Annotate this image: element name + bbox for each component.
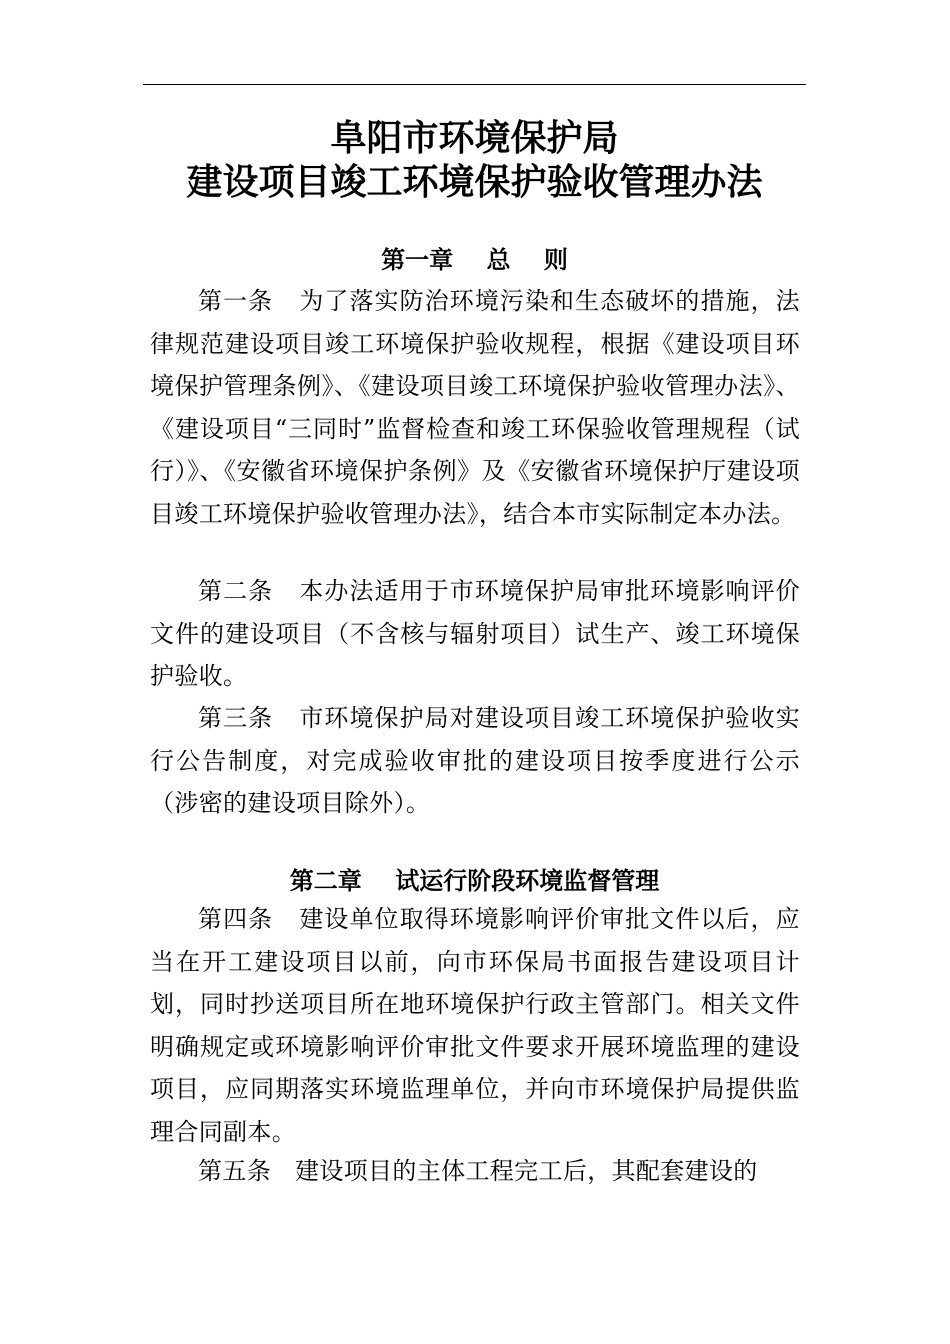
article-paragraph [150, 280, 800, 535]
chapter-heading: 第一章 总 则 [381, 245, 568, 274]
article-text: 建设单位取得环境影响评价审批文件以后，应当在开工建设项目以前，向市环保局书面报告建设项目计划，同时抄送项目所在地环境保护行政主管部门。相关文件明确规定或环境影响评价审批文件要求开展环境监理的建设项目，应同期落实环境监理单位，并向市环境保护局提供监理合同副本。 [150, 905, 801, 1146]
document-title-line-1: 阜阳市环境保护局 [330, 117, 619, 159]
article-gap [273, 905, 299, 933]
article-gap [273, 704, 299, 732]
article-label: 第五条 [198, 1157, 272, 1185]
article-paragraph [150, 697, 800, 825]
article-text: 市环境保护局对建设项目竣工环境保护验收实行公告制度，对完成验收审批的建设项目按季度进行公示（涉密的建设项目除外）。 [150, 704, 801, 817]
article-gap [271, 1157, 295, 1185]
article-paragraph [150, 898, 800, 1153]
article-label: 第四条 [198, 905, 274, 933]
article-gap [273, 577, 299, 605]
article-label: 第二条 [198, 577, 274, 605]
chapter-heading: 第二章 试运行阶段环境监督管理 [289, 866, 660, 895]
article-paragraph [150, 570, 800, 698]
article-gap [273, 287, 299, 315]
article-text: 本办法适用于市环境保护局审批环境影响评价文件的建设项目（不含核与辐射项目）试生产、竣工环境保护验收。 [150, 577, 801, 690]
article-paragraph [150, 1150, 800, 1193]
header-rule [143, 84, 806, 85]
article-label: 第三条 [198, 704, 274, 732]
document-title-line-2: 建设项目竣工环境保护验收管理办法 [186, 161, 763, 203]
article-text: 建设项目的主体工程完工后，其配套建设的 [295, 1157, 758, 1185]
article-text: 为了落实防治环境污染和生态破坏的措施，法律规范建设项目竣工环境保护验收规程，根据《建设项目环境保护管理条例》、《建设项目竣工环境保护验收管理办法》、《建设项目“三同时”监督检查和竣工环保验收管理规程（试行）》、《安徽省环境保护条例》及《安徽省环境保护厅建设项目竣工环境保护验收管理办法》，结合本市实际制定本办法。 [150, 287, 801, 528]
article-label: 第一条 [198, 287, 274, 315]
